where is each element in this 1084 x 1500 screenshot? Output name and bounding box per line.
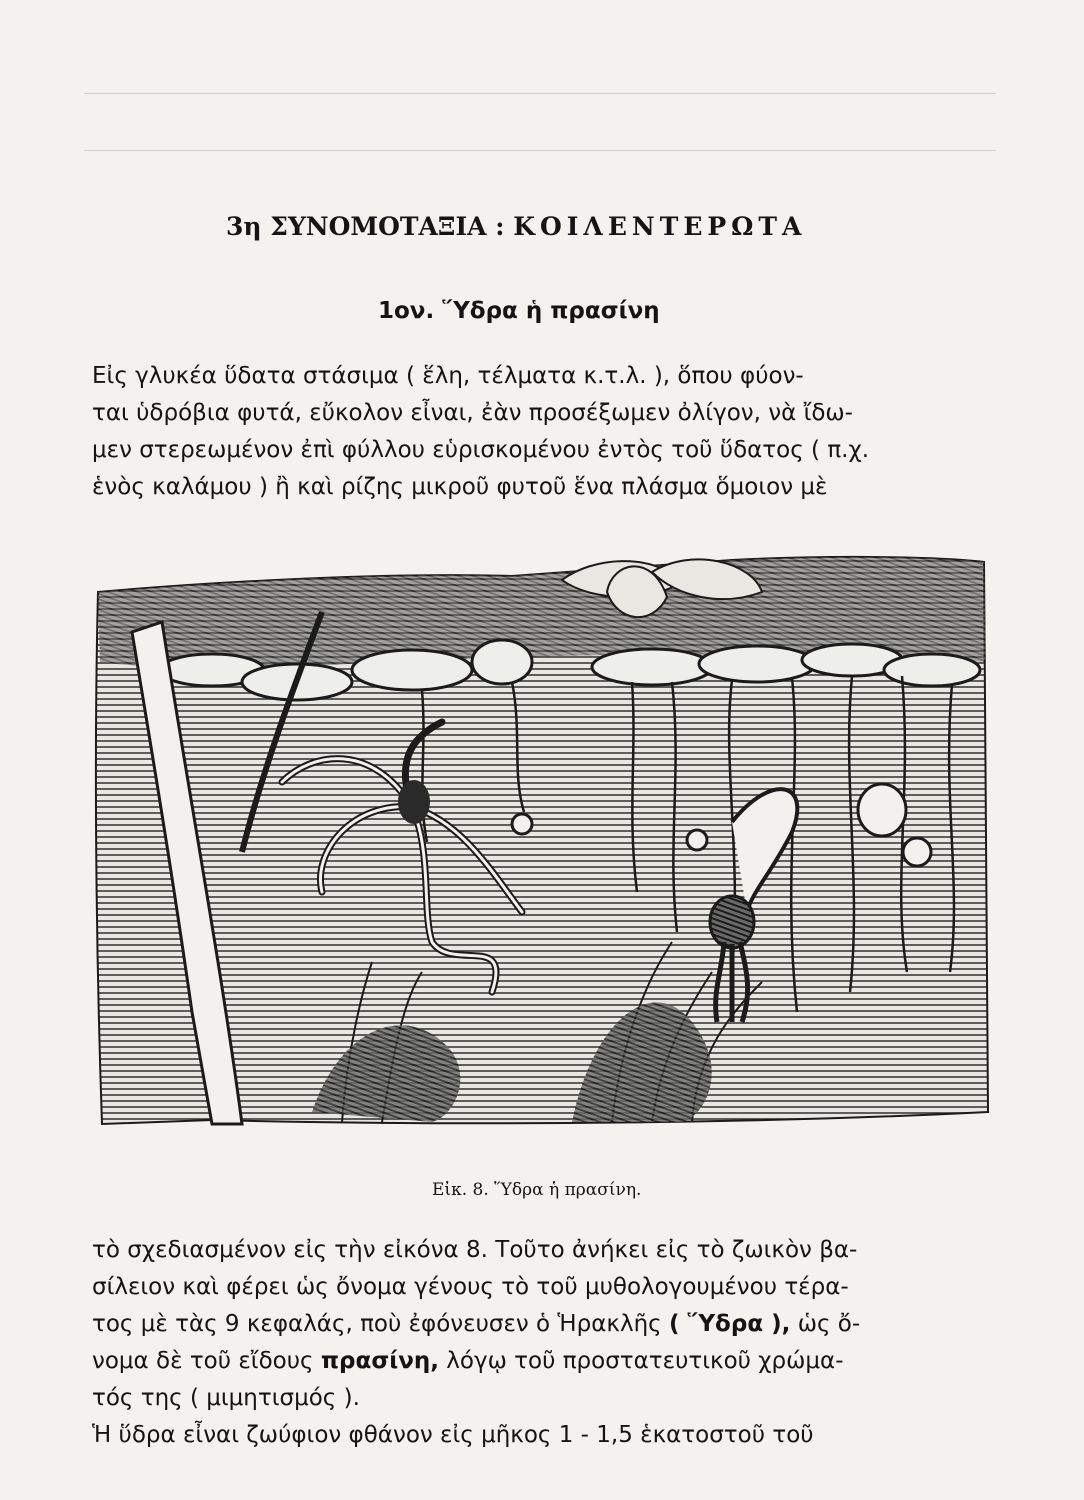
- paragraph-line: ται ὑδρόβια φυτά, εὔκολον εἶναι, ἐὰν προσέξωμεν ὀλίγον, νὰ ἴδω-: [92, 400, 853, 426]
- line-text: ὡς ὄ-: [790, 1311, 861, 1337]
- hydra-illustration: [92, 552, 990, 1130]
- paragraph-line: [92, 1343, 1002, 1380]
- paragraph-line: σίλειον καὶ φέρει ὡς ὄνομα γένους τὸ τοῦ μυθολογουμένου τέρα-: [92, 1274, 849, 1300]
- paragraph-line: τὸ σχεδιασμένον εἰς τὴν εἰκόνα 8. Τοῦτο ἀνήκει εἰς τὸ ζωικὸν βα-: [92, 1237, 858, 1263]
- line-text: τος μὲ τὰς 9 κεφαλάς, ποὺ ἐφόνευσεν ὁ Ἡρακλῆς: [92, 1311, 669, 1337]
- subsection-heading: 1ον. Ὕδρα ἡ πρασίνη: [378, 298, 660, 324]
- body-paragraph: [92, 1232, 1002, 1454]
- line-text: νομα δὲ τοῦ εἴδους: [92, 1348, 321, 1374]
- line-text: λόγῳ τοῦ προστατευτικοῦ χρώμα-: [438, 1348, 844, 1374]
- paragraph-line: μεν στερεωμένον ἐπὶ φύλλου εὑρισκομένου ἐντὸς τοῦ ὕδατος ( π.χ.: [92, 437, 870, 463]
- show-through-rule: [84, 93, 996, 94]
- section-heading: [226, 212, 906, 241]
- emphasis-species: πρασίνη,: [320, 1348, 439, 1374]
- show-through-rule: [84, 150, 996, 151]
- intro-paragraph: [92, 358, 1002, 506]
- figure-caption: Εἰκ. 8. Ὕδρα ἡ πρασίνη.: [432, 1180, 642, 1200]
- paragraph-line: ἑνὸς καλάμου ) ἢ καὶ ρίζης μικροῦ φυτοῦ ἕνα πλάσμα ὅμοιον μὲ: [92, 474, 828, 500]
- section-heading-title: ΚΟΙΛΕΝΤΕΡΩΤΑ: [513, 212, 807, 241]
- section-heading-prefix: 3η ΣΥΝΟΜΟΤΑΞΙΑ :: [226, 212, 505, 241]
- paragraph-line: Ἡ ὕδρα εἶναι ζωύφιον φθάνον εἰς μῆκος 1 - 1,5 ἑκατοστοῦ τοῦ: [92, 1422, 814, 1448]
- paragraph-line: [92, 1306, 1002, 1343]
- paragraph-line: Εἰς γλυκέα ὕδατα στάσιμα ( ἕλη, τέλματα κ.τ.λ. ), ὅπου φύον-: [92, 363, 804, 389]
- emphasis-hydra: ( Ὕδρα ),: [668, 1311, 791, 1337]
- paragraph-line: τός της ( μιμητισμός ).: [92, 1385, 360, 1411]
